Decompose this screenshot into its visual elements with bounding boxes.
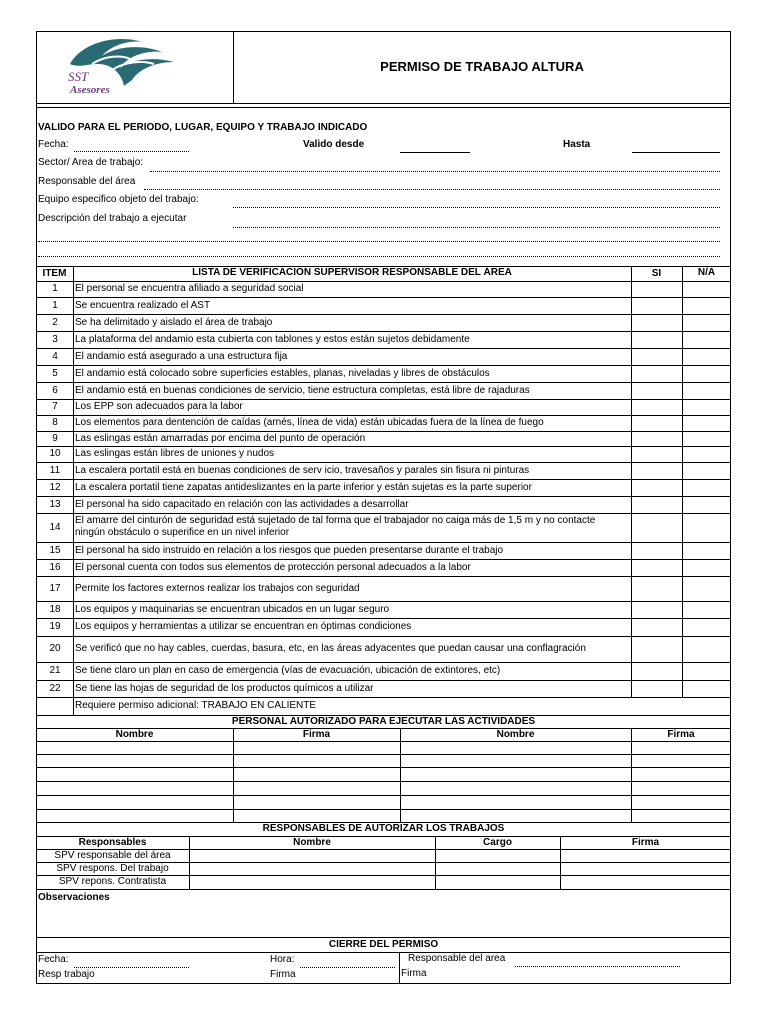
personal-firma-field[interactable] (632, 742, 730, 753)
checklist-item-text: El andamio está asegurado a una estructura fija (75, 350, 288, 362)
personal-nombre-field[interactable] (37, 768, 232, 780)
checklist-item-number: 13 (49, 498, 61, 510)
observaciones-label: Observaciones (38, 892, 110, 903)
responsables-nombre-field[interactable] (190, 850, 434, 861)
responsables-heading: RESPONSABLES DE AUTORIZAR LOS TRABAJOS (262, 823, 505, 834)
checklist-item-text: Las eslingas están libres de uniones y nudos (75, 448, 275, 459)
additional-permit-text: Requiere permiso adicional: TRABAJO EN CALIENTE (75, 700, 317, 711)
personal-firma-field[interactable] (234, 796, 399, 808)
checklist-item-text: El personal ha sido instruido en relación a los riesgos que pueden presentarse durante el trabajo (75, 544, 504, 556)
checklist-si-checkbox[interactable] (632, 637, 681, 661)
responsables-col-nombre: Nombre (293, 837, 331, 848)
checklist-na-checkbox[interactable] (683, 282, 730, 296)
checklist-na-checkbox[interactable] (683, 383, 730, 398)
checklist-na-checkbox[interactable] (683, 619, 730, 635)
cierre-top-line (36, 937, 731, 938)
checklist-row-line (36, 314, 731, 315)
responsables-cargo-field[interactable] (436, 850, 559, 861)
checklist-si-checkbox[interactable] (632, 349, 681, 364)
checklist-row-line (36, 431, 731, 432)
checklist-row-line (36, 513, 731, 514)
checklist-item-number: 20 (49, 643, 61, 654)
cierre-heading: CIERRE DEL PERMISO (328, 939, 439, 950)
valido-desde-field[interactable] (400, 152, 470, 153)
checklist-item-text: Se verificó que no hay cables, cuerdas, basura, etc, en las áreas adyacentes que puedan causar una conflagración (75, 643, 586, 654)
checklist-na-checkbox[interactable] (683, 637, 730, 661)
responsables-role-label: SPV respons. Del trabajo (56, 863, 169, 874)
checklist-item-text: El andamio está colocado sobre superficies estables, planas, niveladas y libres de obstáculos (75, 367, 490, 379)
checklist-na-checkbox[interactable] (683, 298, 730, 313)
responsables-firma-field[interactable] (561, 850, 730, 861)
personal-nombre-field[interactable] (401, 742, 630, 753)
checklist-row-line (36, 446, 731, 447)
header-bottom-line (36, 103, 731, 104)
checklist-item-number: 15 (49, 544, 61, 556)
cierre-divider (399, 952, 400, 984)
checklist-si-checkbox[interactable] (632, 463, 681, 478)
personal-nombre-field[interactable] (401, 796, 630, 808)
checklist-row-line (36, 415, 731, 416)
validity-heading: VALIDO PARA EL PERIODO, LUGAR, EQUIPO Y TRABAJO INDICADO (38, 122, 368, 133)
checklist-si-checkbox[interactable] (632, 383, 681, 398)
checklist-row-line (36, 680, 731, 681)
responsables-firma-field[interactable] (561, 863, 730, 874)
checklist-si-checkbox[interactable] (632, 400, 681, 414)
responsables-cargo-field[interactable] (436, 876, 559, 888)
personal-heading: PERSONAL AUTORIZADO PARA EJECUTAR LAS ACTIVIDADES (231, 716, 536, 727)
checklist-item-number: 22 (49, 682, 61, 694)
checklist-item-number: 14 (49, 521, 61, 533)
responsables-nombre-field[interactable] (190, 876, 434, 888)
checklist-si-checkbox[interactable] (632, 663, 681, 679)
checklist-item-text: Los elementos para dentención de caídas (arnés, línea de vida) están ubicadas fuera de la línea de fuego (75, 417, 544, 428)
checklist-na-checkbox[interactable] (683, 332, 730, 347)
checklist-si-checkbox[interactable] (632, 681, 681, 696)
checklist-item-number: 17 (49, 582, 61, 594)
checklist-row-line (36, 462, 731, 463)
personal-firma-field[interactable] (632, 782, 730, 794)
checklist-si-checkbox[interactable] (632, 480, 681, 495)
checklist-item-text: Se encuentra realizado el AST (75, 299, 211, 311)
checklist-si-checkbox[interactable] (632, 577, 681, 600)
checklist-item-text: Las eslingas están amarradas por encima del punto de operación (75, 432, 366, 444)
checklist-si-checkbox[interactable] (632, 447, 681, 461)
personal-firma-field[interactable] (234, 782, 399, 794)
checklist-si-checkbox[interactable] (632, 432, 681, 445)
personal-nombre-field[interactable] (37, 742, 232, 753)
checklist-na-checkbox[interactable] (683, 543, 730, 558)
personal-col-nombre1: Nombre (115, 729, 154, 740)
responsables-col-responsables: Responsables (78, 837, 147, 848)
checklist-item-text: La escalera portatil está en buenas condiciones de serv icio, travesaños y parales sin fisura ni pinturas (75, 464, 530, 476)
cierre-fecha-label: Fecha: (38, 954, 69, 965)
equipo-label: Equipo especifico objeto del trabajo: (38, 194, 199, 205)
checklist-na-checkbox[interactable] (683, 514, 730, 541)
personal-firma-field[interactable] (234, 755, 399, 766)
checklist-header-na: N/A (697, 267, 716, 278)
checklist-si-checkbox[interactable] (632, 497, 681, 512)
checklist-item-text: La plataforma del andamio esta cubierta con tablones y estos están sujetos debidamente (75, 333, 470, 345)
checklist-si-checkbox[interactable] (632, 298, 681, 313)
cierre-fecha-field[interactable] (74, 967, 189, 968)
personal-firma-field[interactable] (632, 810, 730, 821)
resp-trabajo-label: Resp trabajo (38, 969, 95, 980)
checklist-si-checkbox[interactable] (632, 366, 681, 381)
checklist-na-checkbox[interactable] (683, 315, 730, 330)
checklist-item-number: 12 (49, 481, 61, 493)
personal-col-nombre2: Nombre (496, 729, 535, 740)
personal-nombre-field[interactable] (401, 810, 630, 821)
hasta-label: Hasta (563, 139, 591, 150)
fecha-field[interactable] (74, 151, 189, 152)
checklist-si-checkbox[interactable] (632, 619, 681, 635)
personal-firma-field[interactable] (234, 768, 399, 780)
personal-firma-field[interactable] (632, 755, 730, 766)
checklist-item-text: Permite los factores externos realizar los trabajos con seguridad (75, 582, 360, 594)
checklist-row-line (36, 365, 731, 366)
checklist-item-number: 18 (49, 603, 61, 615)
checklist-si-checkbox[interactable] (632, 332, 681, 347)
personal-col-firma2: Firma (667, 729, 695, 740)
responsable-area-label: Responsable del área (38, 176, 136, 187)
checklist-si-checkbox[interactable] (632, 416, 681, 430)
checklist-item-number: 10 (49, 448, 61, 459)
cierre-hora-label: Hora: (270, 954, 295, 965)
checklist-na-checkbox[interactable] (683, 577, 730, 600)
sst-logo (62, 34, 182, 100)
checklist-row-line (36, 636, 731, 637)
checklist-na-checkbox[interactable] (683, 349, 730, 364)
checklist-row-line (36, 542, 731, 543)
personal-nombre-field[interactable] (37, 755, 232, 766)
responsables-row-line (36, 889, 731, 890)
checklist-na-checkbox[interactable] (683, 416, 730, 430)
checklist-si-checkbox[interactable] (632, 282, 681, 296)
descripcion-field-2[interactable] (38, 241, 720, 242)
checklist-header-item: ITEM (42, 268, 67, 279)
personal-firma-field[interactable] (632, 768, 730, 780)
checklist-si-checkbox[interactable] (632, 560, 681, 575)
personal-nombre-field[interactable] (401, 782, 630, 794)
checklist-item-text: Se ha delimitado y aislado el área de trabajo (75, 316, 273, 328)
checklist-header-title: LISTA DE VERIFICACION SUPERVISOR RESPONSABLE DEL ÁREA (192, 267, 512, 278)
checklist-si-checkbox[interactable] (632, 543, 681, 558)
checklist-item-number: 8 (52, 417, 58, 428)
cierre-firma2-label: Firma (401, 968, 427, 979)
checklist-na-checkbox[interactable] (683, 663, 730, 679)
descripcion-field-1[interactable] (233, 227, 720, 228)
personal-nombre-field[interactable] (37, 796, 232, 808)
checklist-si-checkbox[interactable] (632, 514, 681, 541)
personal-firma-field[interactable] (234, 742, 399, 753)
checklist-na-checkbox[interactable] (683, 560, 730, 575)
checklist-row-line (36, 331, 731, 332)
personal-col-firma1: Firma (302, 729, 331, 740)
checklist-header-si: SI (651, 268, 662, 279)
checklist-item-number: 6 (52, 384, 58, 396)
checklist-row-line (36, 662, 731, 663)
checklist-row-line (36, 382, 731, 383)
checklist-item-number: 7 (52, 401, 58, 412)
observaciones-field[interactable] (38, 905, 728, 935)
cierre-hora-field[interactable] (300, 967, 395, 968)
checklist-na-checkbox[interactable] (683, 463, 730, 478)
responsables-role-label: SPV responsable del área (54, 850, 171, 861)
checklist-na-checkbox[interactable] (683, 400, 730, 414)
checklist-row-line (36, 601, 731, 602)
descripcion-label: Descripción del trabajo a ejecutar (38, 213, 187, 224)
checklist-item-text: Se tiene las hojas de seguridad de los productos químicos a utilizar (75, 682, 374, 694)
checklist-item-text: Los equipos y maquinarias se encuentran ubicados en un lugar seguro (75, 603, 390, 615)
responsables-role-label: SPV repons. Contratista (58, 876, 167, 887)
responsables-col-cargo: Cargo (483, 837, 512, 848)
checklist-item-number: 1 (52, 283, 58, 294)
checklist-item-number: 4 (52, 350, 58, 362)
checklist-na-checkbox[interactable] (683, 681, 730, 696)
header-double-line (36, 107, 731, 108)
checklist-item-text-cont: ningún obstáculo o superifice en un nivel inferior (75, 527, 290, 538)
checklist-item-number: 9 (52, 432, 58, 444)
checklist-row-line (36, 618, 731, 619)
responsables-col-firma: Firma (631, 837, 660, 848)
checklist-na-checkbox[interactable] (683, 497, 730, 512)
checklist-item-number: 19 (49, 621, 61, 632)
logo-sst-text: SST (68, 69, 89, 84)
cierre-responsable-label: Responsable del area (408, 953, 506, 964)
responsables-firma-field[interactable] (561, 876, 730, 888)
personal-nombre-field[interactable] (37, 810, 232, 821)
checklist-row-line (36, 297, 731, 298)
personal-nombre-field[interactable] (401, 768, 630, 780)
checklist-row-line (36, 697, 731, 698)
logo-asesores-text: Asesores (70, 84, 110, 96)
checklist-na-checkbox[interactable] (683, 366, 730, 381)
checklist-item-text: Se tiene claro un plan en caso de emergencia (vías de evacuación, ubicación de extintores, etc) (75, 665, 501, 676)
checklist-na-checkbox[interactable] (683, 480, 730, 495)
checklist-item-text: La escalera portatil tiene zapatas antideslizantes en la parte inferior y están sujetas es la parte superior (75, 481, 532, 493)
checklist-item-number: 1 (52, 299, 58, 311)
checklist-item-number: 21 (49, 665, 61, 676)
valido-desde-label: Valido desde (303, 139, 365, 150)
cierre-responsable-field[interactable] (515, 966, 680, 967)
hasta-field[interactable] (632, 152, 720, 153)
responsables-cargo-field[interactable] (436, 863, 559, 874)
fecha-label: Fecha: (38, 139, 69, 150)
checklist-item-text: El amarre del cinturón de seguridad está sujetado de tal forma que el trabajador no caiga más de 1,5 m y no contacte (75, 515, 596, 526)
checklist-item-text: El andamio está en buenas condiciones de servicio, tiene estructura completas, está libre de rajaduras (75, 384, 530, 396)
checklist-item-number: 3 (52, 333, 58, 345)
checklist-row-line (36, 559, 731, 560)
checklist-na-checkbox[interactable] (683, 602, 730, 617)
checklist-item-text: Los equipos y herramientas a utilizar se encuentran en óptimas condiciones (75, 621, 412, 632)
checklist-item-number: 5 (52, 367, 58, 379)
personal-firma-field[interactable] (234, 810, 399, 821)
equipo-field[interactable] (233, 207, 720, 208)
page-title: PERMISO DE TRABAJO ALTURA (380, 59, 584, 74)
checklist-item-text: Los EPP son adecuados para la labor (75, 401, 243, 412)
checklist-na-checkbox[interactable] (683, 432, 730, 445)
checklist-row-line (36, 496, 731, 497)
checklist-row-line (36, 281, 731, 282)
checklist-item-number: 11 (49, 464, 61, 476)
checklist-item-number: 16 (49, 561, 61, 573)
personal-firma-field[interactable] (632, 796, 730, 808)
checklist-item-text: El personal cuenta con todos sus elementos de protección personal adecuados a la labor (75, 561, 471, 573)
sector-field[interactable] (150, 171, 720, 172)
cierre-firma-label: Firma (270, 969, 296, 980)
sector-label: Sector/ Area de trabajo: (38, 157, 144, 168)
cierre-heading-line (36, 952, 731, 953)
personal-nombre-field[interactable] (37, 782, 232, 794)
checklist-item-text: El personal ha sido capacitado en relación con las actividades a desarrollar (75, 498, 409, 510)
checklist-item-text: El personal se encuentra afiliado a seguridad social (75, 283, 304, 294)
checklist-si-checkbox[interactable] (632, 602, 681, 617)
checklist-si-checkbox[interactable] (632, 315, 681, 330)
descripcion-field-3[interactable] (38, 256, 720, 257)
checklist-col-line (73, 266, 74, 715)
checklist-item-number: 2 (52, 316, 58, 328)
checklist-na-checkbox[interactable] (683, 447, 730, 461)
checklist-row-line (36, 479, 731, 480)
responsable-area-field[interactable] (144, 189, 720, 190)
personal-nombre-field[interactable] (401, 755, 630, 766)
responsables-nombre-field[interactable] (190, 863, 434, 874)
checklist-row-line (36, 399, 731, 400)
checklist-row-line (36, 576, 731, 577)
checklist-row-line (36, 348, 731, 349)
